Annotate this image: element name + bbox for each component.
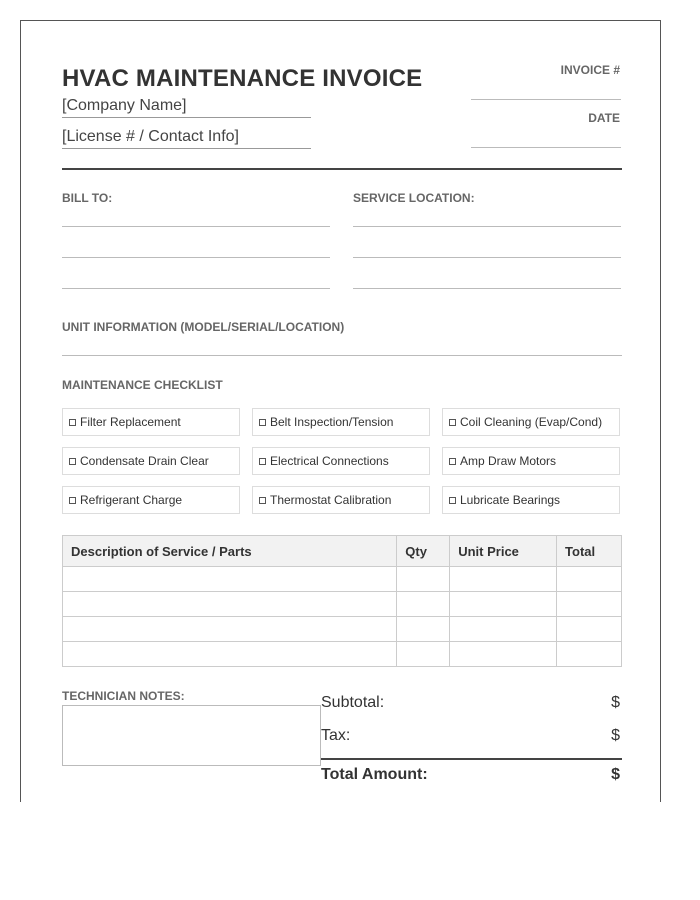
company-name-field[interactable]: [Company Name] xyxy=(62,97,311,118)
checklist-item[interactable] xyxy=(442,486,620,514)
checkbox-icon[interactable] xyxy=(259,497,266,504)
unit-info-line[interactable] xyxy=(62,355,622,356)
checklist-item-label: Condensate Drain Clear xyxy=(80,454,209,468)
checkbox-icon[interactable] xyxy=(259,458,266,465)
subtotal-label: Subtotal: xyxy=(321,694,385,711)
checkbox-icon[interactable] xyxy=(69,497,76,504)
tax-value: $ xyxy=(611,727,620,744)
bill-to-label: BILL TO: xyxy=(62,191,113,205)
tax-label: Tax: xyxy=(321,727,351,744)
description-cell[interactable] xyxy=(63,567,397,592)
invoice-number-field[interactable] xyxy=(471,99,621,100)
checklist-item[interactable] xyxy=(442,447,620,475)
description-cell[interactable] xyxy=(63,617,397,642)
checklist-item[interactable] xyxy=(252,408,430,436)
total-cell[interactable] xyxy=(557,617,622,642)
checkbox-icon[interactable] xyxy=(259,419,266,426)
technician-notes-field[interactable] xyxy=(62,705,321,766)
checklist-item[interactable] xyxy=(62,408,240,436)
checklist-item-label: Belt Inspection/Tension xyxy=(270,415,394,429)
column-header-qty: Qty xyxy=(397,536,450,567)
total-cell[interactable] xyxy=(557,567,622,592)
invoice-title: HVAC MAINTENANCE INVOICE xyxy=(62,65,423,92)
service-location-label: SERVICE LOCATION: xyxy=(353,191,475,205)
table-header-row xyxy=(63,536,622,567)
service-table xyxy=(62,535,622,667)
checklist-item-label: Refrigerant Charge xyxy=(80,493,183,507)
checklist-item-label: Thermostat Calibration xyxy=(270,493,392,507)
invoice-page xyxy=(20,20,661,802)
table-row xyxy=(63,567,622,592)
checklist-item[interactable] xyxy=(252,447,430,475)
checklist-item[interactable] xyxy=(442,408,620,436)
date-label: DATE xyxy=(588,111,620,125)
bill-to-line-3[interactable] xyxy=(62,288,330,289)
table-row xyxy=(63,642,622,667)
total-cell[interactable] xyxy=(557,642,622,667)
checklist-item-label: Coil Cleaning (Evap/Cond) xyxy=(460,415,603,429)
checklist-item-label: Electrical Connections xyxy=(270,454,389,468)
total-amount-value: $ xyxy=(611,766,620,783)
unit-price-cell[interactable] xyxy=(450,642,557,667)
service-location-line-1[interactable] xyxy=(353,226,621,227)
checklist-item[interactable] xyxy=(252,486,430,514)
column-header-description: Description of Service / Parts xyxy=(63,536,397,567)
service-location-line-2[interactable] xyxy=(353,257,621,258)
qty-cell[interactable] xyxy=(397,592,450,617)
table-row xyxy=(63,592,622,617)
date-field[interactable] xyxy=(471,147,621,148)
checklist-label: MAINTENANCE CHECKLIST xyxy=(62,378,223,392)
checkbox-icon[interactable] xyxy=(449,497,456,504)
qty-cell[interactable] xyxy=(397,617,450,642)
total-divider xyxy=(321,758,622,760)
checkbox-icon[interactable] xyxy=(449,419,456,426)
bill-to-line-1[interactable] xyxy=(62,226,330,227)
description-cell[interactable] xyxy=(63,642,397,667)
total-cell[interactable] xyxy=(557,592,622,617)
service-location-line-3[interactable] xyxy=(353,288,621,289)
total-amount-label: Total Amount: xyxy=(321,766,428,783)
technician-notes-label: TECHNICIAN NOTES: xyxy=(62,689,185,703)
description-cell[interactable] xyxy=(63,592,397,617)
header-divider xyxy=(62,168,622,170)
checklist-item-label: Amp Draw Motors xyxy=(460,454,557,468)
column-header-total: Total xyxy=(557,536,622,567)
checklist-item-label: Lubricate Bearings xyxy=(460,493,561,507)
checkbox-icon[interactable] xyxy=(69,419,76,426)
unit-price-cell[interactable] xyxy=(450,567,557,592)
column-header-unit-price: Unit Price xyxy=(450,536,557,567)
license-info-field[interactable]: [License # / Contact Info] xyxy=(62,128,311,149)
unit-price-cell[interactable] xyxy=(450,592,557,617)
subtotal-value: $ xyxy=(611,694,620,711)
table-row xyxy=(63,617,622,642)
unit-info-label: UNIT INFORMATION (MODEL/SERIAL/LOCATION) xyxy=(62,320,345,334)
bill-to-line-2[interactable] xyxy=(62,257,330,258)
unit-price-cell[interactable] xyxy=(450,617,557,642)
qty-cell[interactable] xyxy=(397,642,450,667)
checklist-item[interactable] xyxy=(62,447,240,475)
checklist-item[interactable] xyxy=(62,486,240,514)
checklist-item-label: Filter Replacement xyxy=(80,415,181,429)
checkbox-icon[interactable] xyxy=(69,458,76,465)
checkbox-icon[interactable] xyxy=(449,458,456,465)
qty-cell[interactable] xyxy=(397,567,450,592)
invoice-number-label: INVOICE # xyxy=(560,63,620,77)
